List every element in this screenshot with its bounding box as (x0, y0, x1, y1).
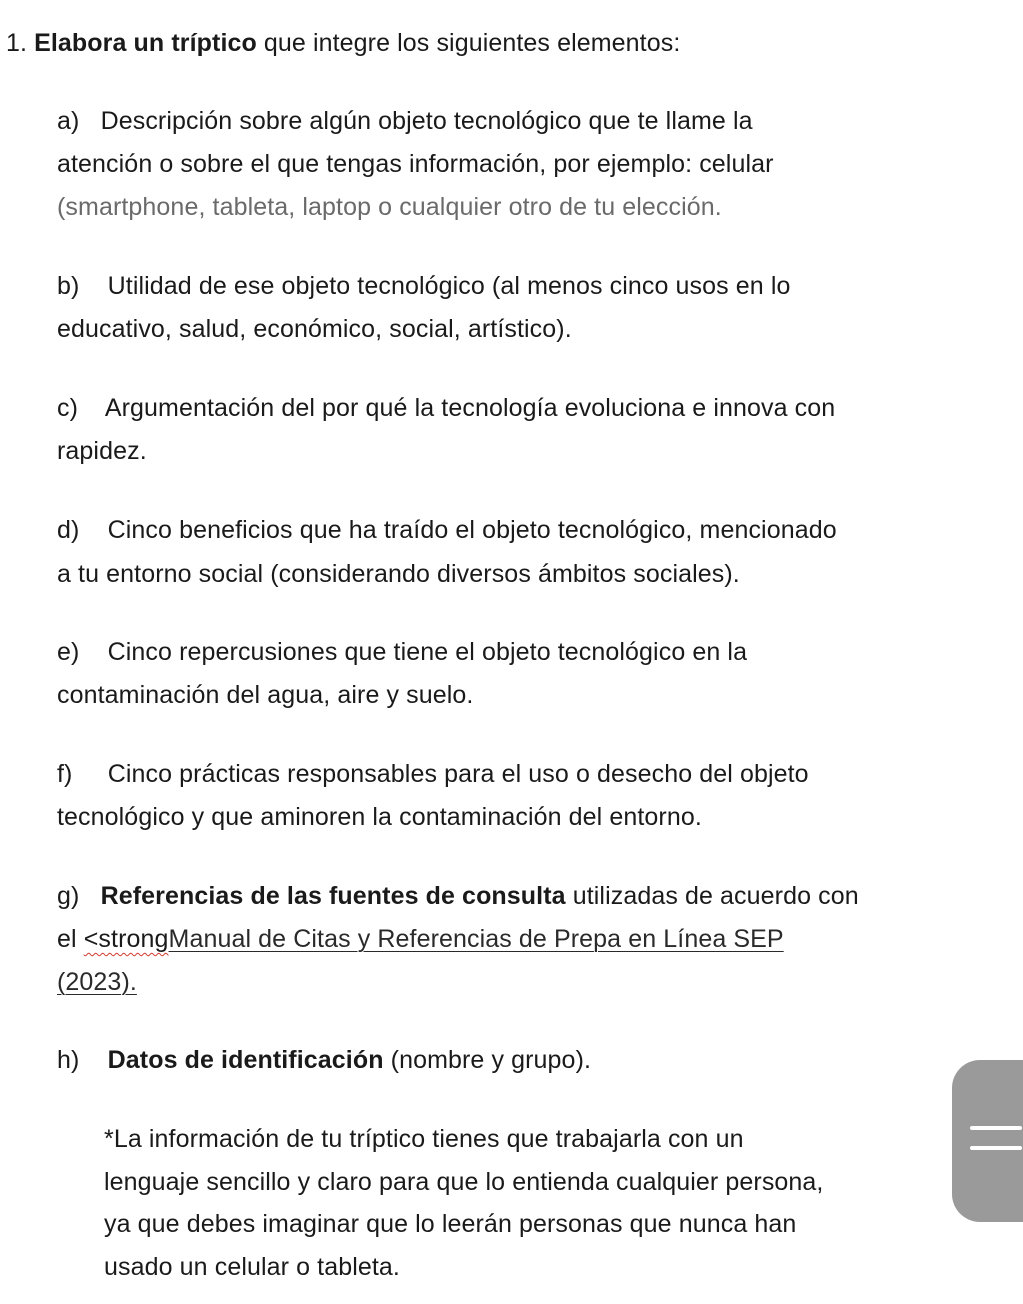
item-a-line-1 (57, 106, 753, 136)
item-f-line-2: tecnológico y que aminoren la contaminación del entorno. (57, 803, 702, 831)
item-a-text: Descripción sobre algún objeto tecnológico que te llame la (100, 107, 753, 135)
item-d-text: Cinco beneficios que ha traído el objeto tecnológico, mencionado (107, 516, 837, 544)
item-a-marker: a) (57, 107, 80, 135)
item-d-marker: d) (57, 516, 80, 544)
grip-line-icon (970, 1146, 1022, 1150)
item-f-marker: f) (57, 760, 73, 788)
item-g-marker: g) (57, 882, 80, 910)
item-b-line-1 (57, 271, 791, 301)
item-e-text: Cinco repercusiones que tiene el objeto tecnológico en la (107, 638, 748, 666)
item-f-line-1 (57, 759, 809, 789)
item-g-line-1 (57, 881, 859, 911)
item-g-line-3 (57, 967, 137, 997)
item-d-line-2: a tu entorno social (considerando diversos ámbitos sociales). (57, 560, 740, 588)
grip-line-icon (970, 1126, 1022, 1130)
item-e-line-2: contaminación del agua, aire y suelo. (57, 681, 474, 709)
item-h-line-1 (57, 1045, 591, 1075)
item-c-text: Argumentación del por qué la tecnología evoluciona e innova con (104, 394, 836, 422)
item-e-marker: e) (57, 638, 80, 666)
note-line-4: usado un celular o tableta. (104, 1253, 400, 1281)
item-g-line-2 (57, 924, 784, 954)
item-a-line-2: atención o sobre el que tengas información, por ejemplo: celular (57, 150, 774, 178)
spellcheck-flagged-tag: <strong (83, 925, 169, 953)
item-1-heading (6, 28, 680, 58)
note-line-3: ya que debes imaginar que lo leerán personas que nunca han (104, 1210, 797, 1238)
item-h-rest: (nombre y grupo). (390, 1046, 592, 1074)
item-1-title-bold: Elabora un tríptico (34, 29, 257, 57)
item-e-line-1 (57, 637, 747, 667)
item-1-title-rest: que integre los siguientes elementos: (263, 29, 681, 57)
reference-link-part-1[interactable]: Manual de Citas y Referencias de Prepa en Línea SEP (168, 925, 784, 953)
item-g-bold: Referencias de las fuentes de consulta (100, 882, 566, 910)
item-f-text: Cinco prácticas responsables para el uso o desecho del objeto (107, 760, 809, 788)
item-a-line-3: (smartphone, tableta, laptop o cualquier otro de tu elección. (57, 193, 722, 221)
item-h-bold: Datos de identificación (107, 1046, 384, 1074)
fast-scroll-handle[interactable] (952, 1060, 1023, 1222)
item-c-line-1 (57, 393, 835, 423)
item-1-number: 1. (6, 29, 28, 57)
item-b-marker: b) (57, 272, 80, 300)
item-b-text: Utilidad de ese objeto tecnológico (al menos cinco usos en lo (107, 272, 791, 300)
item-c-marker: c) (57, 394, 79, 422)
reference-link-part-2[interactable]: (2023). (57, 968, 137, 996)
item-d-line-1 (57, 515, 837, 545)
item-g-rest: utilizadas de acuerdo con (572, 882, 859, 910)
item-g-prefix: el (57, 925, 77, 953)
item-b-line-2: educativo, salud, económico, social, artístico). (57, 315, 572, 343)
item-c-line-2: rapidez. (57, 437, 147, 465)
note-line-1: *La información de tu tríptico tienes que trabajarla con un (104, 1125, 744, 1153)
note-line-2: lenguaje sencillo y claro para que lo entienda cualquier persona, (104, 1168, 824, 1196)
item-h-marker: h) (57, 1046, 80, 1074)
